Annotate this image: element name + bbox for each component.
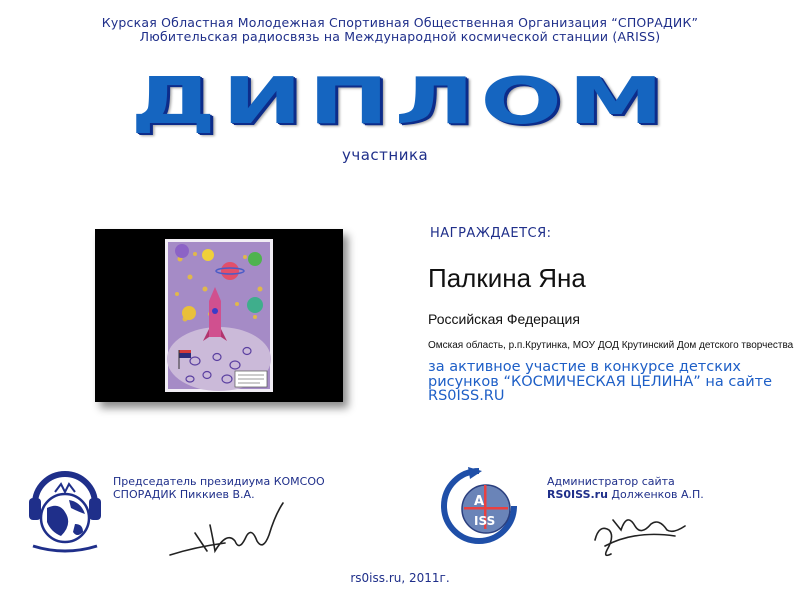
diploma-subtitle: участника — [342, 146, 429, 164]
left-signature — [165, 495, 295, 565]
right-signatory-line1: Администратор сайта — [547, 475, 675, 488]
drawing-photo — [95, 229, 343, 402]
diploma-title: ДИПЛОМ — [130, 65, 670, 139]
header-subline: Любительская радиосвязь на Международной космической станции (ARISS) — [139, 29, 661, 44]
signature-graphic — [165, 495, 295, 565]
space-drawing-image — [95, 229, 343, 402]
globe-headphones-icon — [25, 462, 105, 554]
recipient-address: Омская область, р.п.Крутинка, МОУ ДОД Крутинский Дом детского творчества — [428, 340, 794, 351]
site-name: RS0ISS.ru — [547, 488, 608, 501]
right-signature — [585, 500, 695, 565]
organization-name: Курская Областная Молодежная Спортивная Общественная Организация “СПОРАДИК” — [101, 15, 699, 30]
left-signatory-line1: Председатель президиума КОМСОО — [113, 475, 325, 488]
ariss-logo-bottom-text: ISS — [474, 514, 496, 528]
ariss-emblem-icon — [438, 465, 520, 547]
sporadic-logo — [25, 462, 105, 554]
ariss-logo — [438, 465, 520, 547]
awarded-label: НАГРАЖДАЕТСЯ: — [430, 226, 552, 241]
right-signatory-name: Долженков А.П. — [607, 488, 704, 501]
right-signatory-title — [547, 475, 704, 501]
footer-site-year: rs0iss.ru, 2011г. — [350, 571, 450, 585]
recipient-name: Палкина Яна — [428, 263, 586, 293]
left-signatory-line2: СПОРАДИК Пиккиев В.А. — [113, 488, 255, 501]
award-reason: за активное участие в конкурсе детских рисунков “КОСМИЧЕСКАЯ ЦЕЛИНА” на сайте RS0ISS.RU — [428, 359, 773, 404]
signature-graphic — [585, 500, 695, 565]
ariss-logo-top-text: A — [474, 494, 485, 509]
recipient-country: Российская Федерация — [428, 311, 580, 327]
